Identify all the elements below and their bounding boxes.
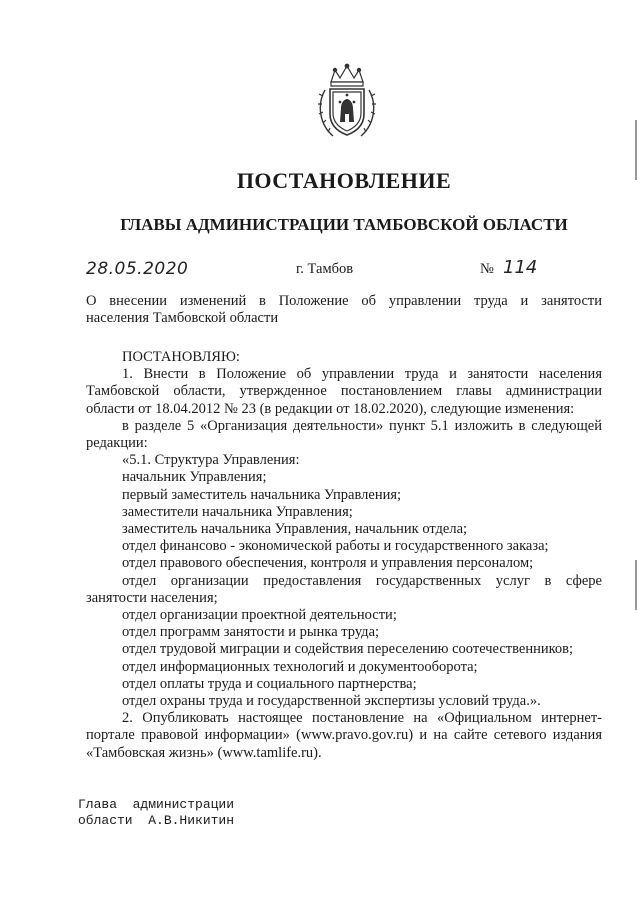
signature-name: области А.В.Никитин xyxy=(78,813,235,828)
document-number-label: № xyxy=(480,261,494,277)
subject-line: О внесении изменений в Положение об управлении труда и занятости xyxy=(86,293,602,309)
scan-edge-mark xyxy=(635,120,637,180)
document-number: 114 xyxy=(503,257,538,278)
body-line: отдел трудовой миграции и содействия переселению соотечественников; xyxy=(122,641,574,658)
body-line: занятости населения; xyxy=(86,589,218,606)
document-subject xyxy=(86,293,602,327)
body-line: Тамбовской области, утвержденное постановлением главы администрации xyxy=(86,383,602,400)
decree-word: ПОСТАНОВЛЯЮ: xyxy=(122,349,240,365)
document-date: 28.05.2020 xyxy=(86,259,189,279)
body-line: отдел организации предоставления государственных услуг в сфере xyxy=(122,572,602,589)
body-line: отдел программ занятости и рынка труда; xyxy=(122,624,380,641)
body-line: отдел охраны труда и государственной экспертизы условий труда.». xyxy=(122,693,541,710)
document-body xyxy=(86,349,602,762)
body-line: портале правовой информации» (www.pravo.gov.ru) и на сайте сетевого издания xyxy=(86,727,602,744)
subject-line: населения Тамбовской области xyxy=(86,310,279,327)
coat-of-arms-icon xyxy=(313,62,381,142)
signature-block xyxy=(78,797,234,829)
body-line: редакции: xyxy=(86,435,148,452)
body-line: «5.1. Структура Управления: xyxy=(122,452,300,469)
body-line: отдел правового обеспечения, контроля и управления персоналом; xyxy=(122,555,534,572)
document-city: г. Тамбов xyxy=(296,261,354,277)
body-line: «Тамбовская жизнь» (www.tamlife.ru). xyxy=(86,744,322,761)
body-line: в разделе 5 «Организация деятельности» пункт 5.1 изложить в следующей xyxy=(122,417,602,434)
body-line: отдел финансово - экономической работы и государственного заказа; xyxy=(122,538,549,555)
body-line: заместитель начальника Управления, начальник отдела; xyxy=(122,521,468,538)
body-line: отдел информационных технологий и документооборота; xyxy=(122,658,478,675)
body-line: первый заместитель начальника Управления; xyxy=(122,486,402,503)
body-line: начальник Управления; xyxy=(122,469,267,486)
body-line: области от 18.04.2012 № 23 (в редакции от 18.02.2020), следующие изменения: xyxy=(86,400,575,417)
document-title: ПОСТАНОВЛЕНИЕ xyxy=(236,168,452,193)
body-line: заместители начальника Управления; xyxy=(122,503,353,520)
signature-position: Глава администрации xyxy=(78,797,235,812)
body-line: отдел оплаты труда и социального партнерства; xyxy=(122,675,417,692)
body-line: 1. Внести в Положение об управлении труда и занятости населения xyxy=(122,366,602,383)
body-line: 2. Опубликовать настоящее постановление на «Официальном интернет- xyxy=(122,710,602,727)
document-subtitle: ГЛАВЫ АДМИНИСТРАЦИИ ТАМБОВСКОЙ ОБЛАСТИ xyxy=(120,215,568,234)
body-line: отдел организации проектной деятельности; xyxy=(122,607,397,624)
scan-edge-mark xyxy=(635,560,637,610)
